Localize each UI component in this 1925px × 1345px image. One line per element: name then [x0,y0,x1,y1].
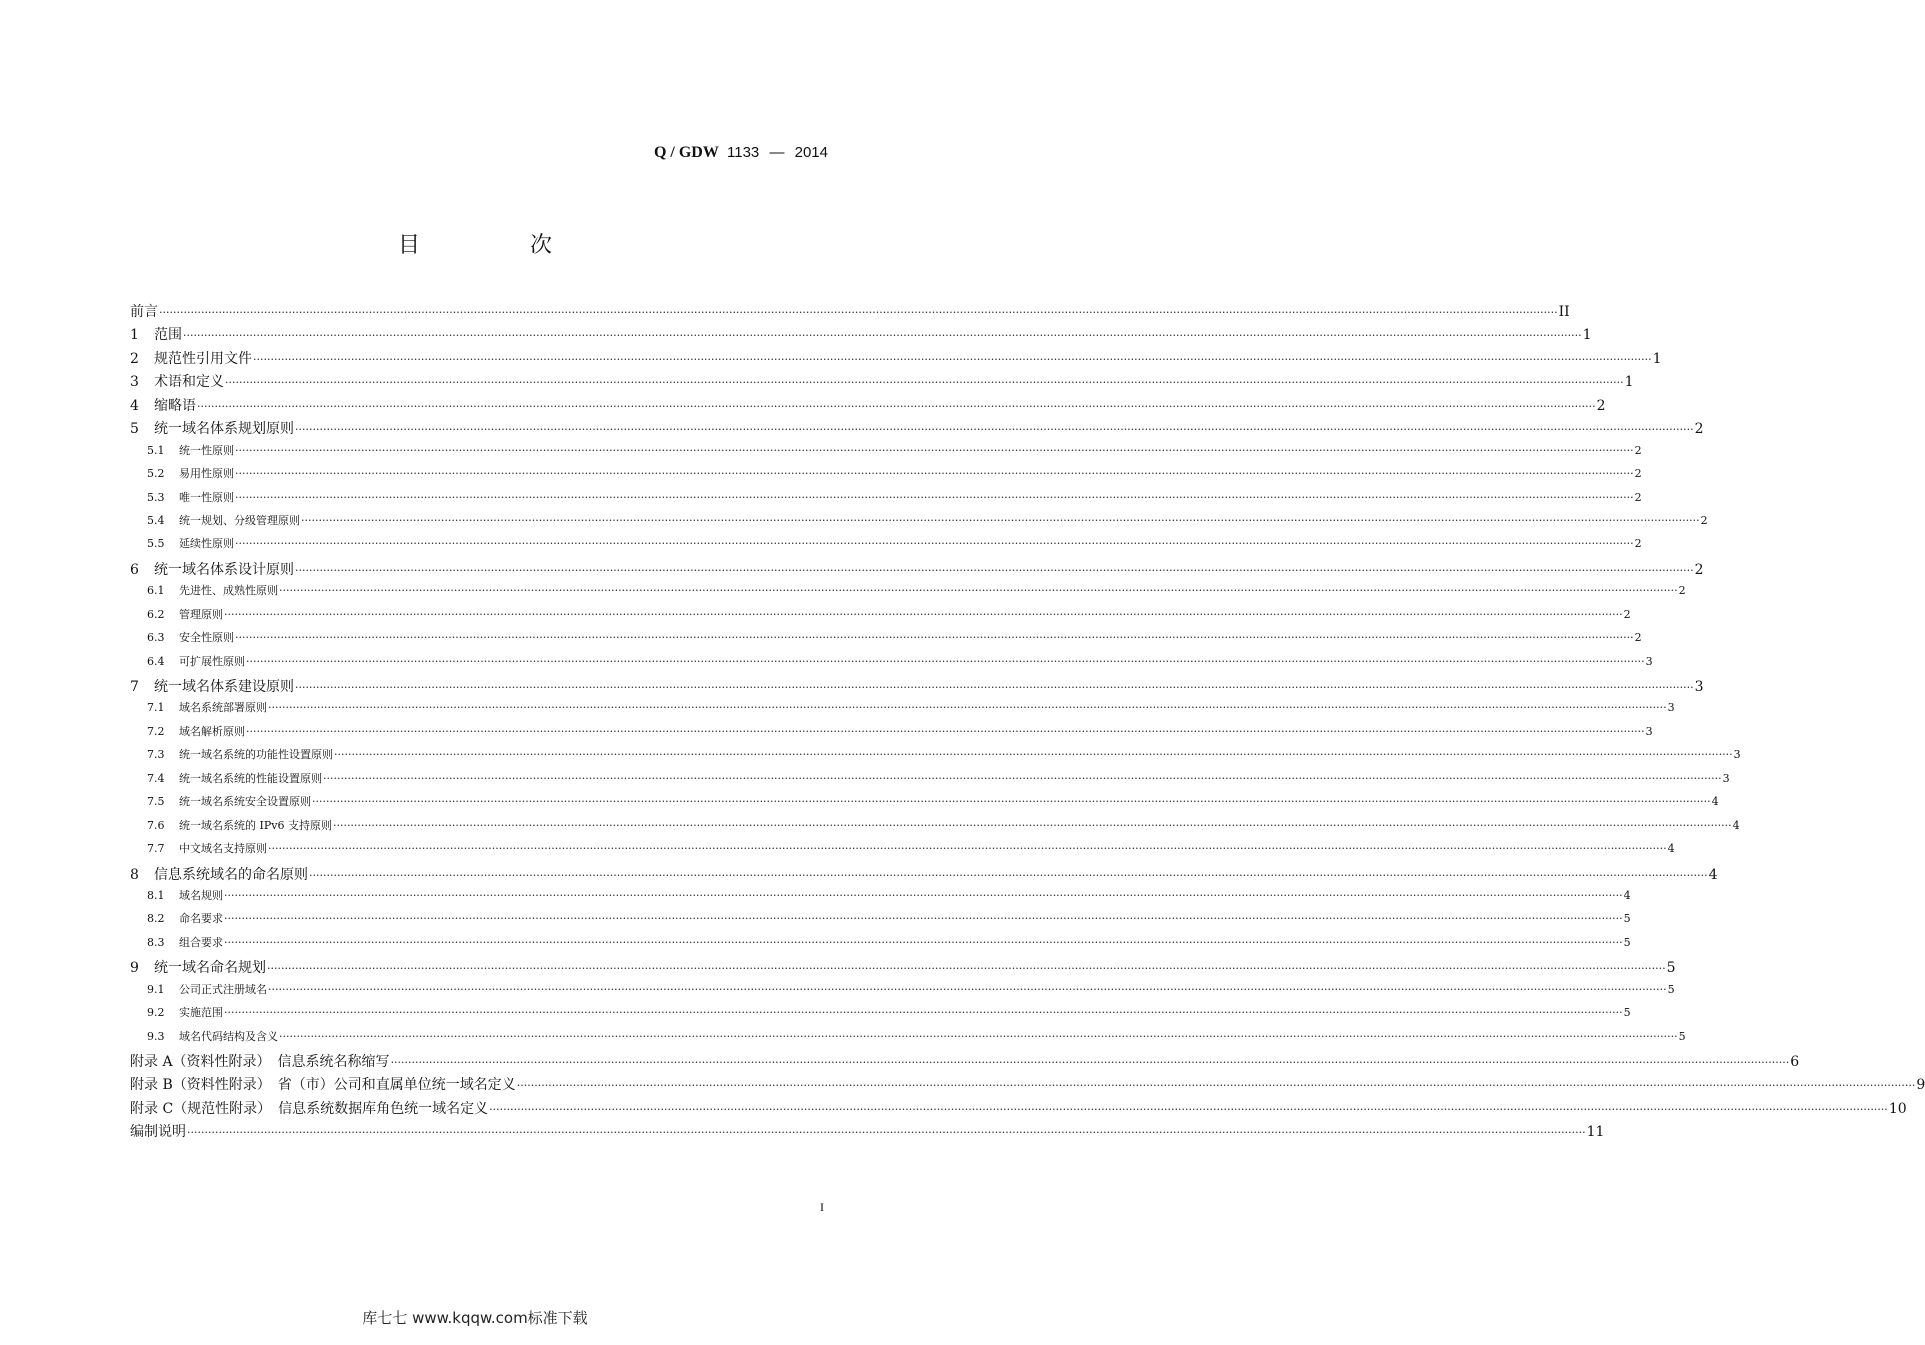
toc-entry[interactable] [130,1074,1925,1097]
toc-dot-leader: ················································································································································································································································································································································································································ [295,563,1694,577]
toc-entry[interactable] [130,793,1719,816]
toc-entry-page: 2 [1634,537,1642,551]
toc-dot-leader: ················································································································································································································································································································································································································ [225,376,1624,390]
toc-entry[interactable] [130,770,1730,793]
toc-entry[interactable] [130,324,1592,347]
toc-dot-leader: ················································································································································································································································································································································································································ [516,1079,1916,1093]
toc-entry-title [147,770,322,786]
toc-entry-label: 编制说明 [130,1124,186,1141]
toc-dot-leader: ················································································································································································································································································································································································································ [235,631,1634,645]
toc-entry-page: 4 [1711,795,1719,809]
footer-watermark: 库七七 www.kqqw.com标准下载 [362,1309,588,1327]
toc-entry-label: 术语和定义 [154,374,224,391]
toc-entry-number: 7.1 [147,701,165,715]
toc-entry-label: 统一域名系统的功能性设置原则 [179,748,333,762]
toc-dot-leader: ················································································································································································································································································································································································································ [235,467,1634,481]
toc-entry-title [147,653,245,669]
toc-entry-title [130,864,308,884]
toc-entry-page: 2 [1694,561,1704,578]
toc-dot-leader: ················································································································································································································································································································································································································ [224,1006,1623,1020]
toc-entry-number: 7.2 [147,724,165,738]
toc-entry-page: 4 [1708,866,1718,883]
toc-entry-page: 2 [1634,490,1642,504]
toc-dot-leader: ················································································································································································································································································································································································································ [224,912,1623,926]
toc-entry-title [130,395,196,415]
toc-entry-label: 域名规则 [179,888,223,902]
toc-dot-leader: ················································································································································································································································································································································································································ [224,935,1623,949]
toc-entry[interactable] [130,559,1704,582]
toc-dot-leader: ················································································································································································································································································································································································································ [267,962,1666,976]
toc-entry[interactable] [130,817,1740,840]
toc-entry-number: 8.3 [147,935,165,949]
toc-entry-label: 管理原则 [179,607,223,621]
toc-entry[interactable] [130,606,1631,629]
toc-dot-leader: ················································································································································································································································································································································································································ [312,795,1711,809]
toc-entry-page: 1 [1624,374,1634,391]
toc-dot-leader: ················································································································································································································································································································································································································ [489,1102,1888,1116]
toc-entry-number: 5.1 [147,443,165,457]
toc-entry-title [147,1028,278,1044]
toc-entry-label: 规范性引用文件 [154,350,252,367]
toc-entry[interactable] [130,301,1570,324]
toc-entry-page: 2 [1634,443,1642,457]
toc-dot-leader: ················································································································································································································································································································································································································ [301,513,1700,527]
toc-dot-leader: ················································································································································································································································································································································································································ [332,818,1732,832]
toc-entry[interactable] [130,629,1642,652]
toc-dot-leader: ················································································································································································································································································································································································································ [279,584,1678,598]
toc-entry-number: 6.2 [147,607,165,621]
toc-title: 目 次 [397,233,596,258]
toc-entry-label: 附录 A（资料性附录） 信息系统名称缩写 [130,1054,390,1070]
toc-entry[interactable] [130,582,1686,605]
toc-entry-label: 延续性原则 [179,537,234,551]
toc-entry-title [147,582,278,598]
toc-entry-title [130,371,224,391]
toc-entry-number: 5.2 [147,467,165,481]
toc-entry-title [147,465,234,481]
toc-entry-page: 2 [1700,513,1708,527]
toc-dot-leader: ················································································································································································································································································································································································································ [183,329,1582,343]
toc-entry-label: 附录 B（资料性附录） 省（市）公司和直属单位统一域名定义 [130,1077,516,1094]
toc-entry-title [130,676,294,696]
toc-dot-leader: ················································································································································································································································································································································································································ [309,868,1708,882]
toc-entry-title [147,934,223,950]
toc-entry-page: 5 [1678,1029,1686,1043]
toc-entry-number: 7.3 [147,748,165,762]
toc-entry[interactable] [130,418,1704,441]
toc-dot-leader: ················································································································································································································································································································································································································ [279,1029,1678,1043]
toc-entry[interactable] [130,676,1704,699]
toc-entry[interactable] [130,653,1653,676]
toc-entry-page: 9 [1916,1077,1925,1094]
toc-entry-number: 9 [130,960,139,977]
toc-entry-title [147,817,332,833]
toc-entry[interactable] [130,699,1675,722]
toc-entry[interactable] [130,746,1741,769]
toc-entry-title [130,1074,516,1094]
toc-entry-number: 9.3 [147,1029,165,1043]
toc-dot-leader: ················································································································································································································································································································································································································ [390,1056,1790,1069]
toc-entry-label: 统一域名系统的性能设置原则 [179,771,322,785]
toc-entry-label: 统一域名体系设计原则 [154,561,294,578]
toc-entry-number: 7 [130,679,139,695]
toc-entry[interactable] [130,957,1676,980]
page-number: I [820,1200,824,1214]
toc-entry-title [130,957,266,977]
toc-entry-label: 先进性、成熟性原则 [179,584,278,598]
toc-entry-label: 信息系统域名的命名原则 [154,866,308,883]
toc-entry[interactable] [130,535,1642,558]
toc-entry-page: 4 [1732,818,1740,832]
toc-entry-title [147,699,267,715]
toc-entry-page: 5 [1623,935,1631,949]
toc-entry-label: 域名代码结构及含义 [179,1029,278,1043]
toc-entry-page: 2 [1634,467,1642,481]
toc-dot-leader: ················································································································································································································································································································································································································ [224,888,1623,902]
toc-entry[interactable] [130,1051,1800,1074]
code-prefix: Q / GDW [653,144,719,161]
toc-entry-page: 1 [1652,350,1662,367]
document-code [654,144,828,162]
toc-entry[interactable] [130,981,1675,1004]
toc-entry[interactable] [130,395,1606,418]
toc-entry-label: 域名解析原则 [179,724,245,738]
toc-entry[interactable] [130,1004,1631,1027]
toc-entry-title [130,348,252,368]
toc-entry[interactable] [130,512,1708,535]
toc-entry-page: 2 [1678,584,1686,598]
toc-entry-label: 公司正式注册域名 [179,982,267,996]
toc-dot-leader: ················································································································································································································································································································································································································ [334,748,1733,762]
code-number: 1133 [727,144,760,161]
toc-entry-page: 6 [1790,1054,1800,1070]
toc-entry-title [147,512,300,528]
code-year: 2014 [794,144,828,161]
toc-entry-number: 4 [130,397,139,414]
toc-entry-page: 11 [1586,1124,1605,1141]
toc-entry-label: 易用性原则 [179,467,234,481]
toc-entry[interactable] [130,840,1675,863]
toc-entry-label: 唯一性原则 [179,490,234,504]
toc-entry[interactable] [130,465,1642,488]
toc-entry-number: 6.1 [147,584,165,598]
toc-entry-label: 缩略语 [154,397,196,414]
toc-entry-number: 5.4 [147,513,165,527]
toc-entry-page: 2 [1634,631,1642,645]
toc-entry-number: 7.6 [147,818,165,832]
toc-entry[interactable] [130,1028,1686,1051]
toc-entry-label: 统一域名系统安全设置原则 [179,795,311,809]
toc-entry-title [130,1051,390,1071]
toc-entry-number: 6 [130,561,139,578]
toc-entry-number: 8 [130,866,139,883]
toc-dot-leader: ················································································································································································································································································································································································································ [323,771,1722,785]
toc-entry-title [130,301,158,321]
toc-entry-title [147,910,223,926]
toc-entry-page: 4 [1667,842,1675,856]
toc-dot-leader: ················································································································································································································································································································································································································ [235,443,1634,457]
toc-entry-page: 2 [1596,397,1606,414]
toc-entry-page: 1 [1582,327,1592,344]
toc-entry-label: 中文域名支持原则 [179,842,267,856]
toc-entry-title [130,418,294,438]
toc-entry-page: 3 [1694,679,1704,695]
toc-entry-label: 实施范围 [179,1006,223,1020]
toc-entry-title [130,559,294,579]
toc-entry-label: 命名要求 [179,912,223,926]
toc-entry-number: 8.1 [147,888,165,902]
toc-entry-title [147,723,245,739]
toc-dot-leader: ················································································································································································································································································································································································································ [295,423,1694,437]
toc-entry-label: 统一域名体系建设原则 [154,679,294,695]
toc-entry-number: 7.7 [147,842,165,856]
toc-entry[interactable] [130,887,1631,910]
toc-dot-leader: ················································································································································································································································································································································································································ [197,399,1596,413]
toc-dot-leader: ················································································································································································································································································································································································································ [246,724,1645,738]
toc-entry-page: 3 [1645,654,1653,668]
toc-entry-page: 5 [1667,982,1675,996]
toc-entry-label: 范围 [154,327,182,344]
toc-entry-number: 5.5 [147,537,165,551]
toc-entry-number: 5.3 [147,490,165,504]
toc-entry-title [147,887,223,903]
toc-entry-title [147,442,234,458]
toc-entry-title [147,1004,223,1020]
toc-entry[interactable] [130,442,1642,465]
toc-entry-page: 4 [1623,888,1631,902]
toc-entry-number: 5 [130,421,139,438]
toc-entry-number: 8.2 [147,912,165,926]
toc-entry[interactable] [130,723,1653,746]
toc-entry-page: 3 [1733,748,1741,762]
toc-entry-number: 7.4 [147,771,165,785]
toc-entry[interactable] [130,1098,1907,1121]
toc-entry-page: 10 [1888,1100,1907,1117]
toc-entry-title [147,489,234,505]
toc-dot-leader: ················································································································································································································································································································································································································ [268,701,1667,715]
toc-dot-leader: ················································································································································································································································································································································································································ [268,982,1667,996]
toc-entry-title [147,629,234,645]
toc-dot-leader: ················································································································································································································································································································································································································ [235,537,1634,551]
toc-dot-leader: ················································································································································································································································································································································································································ [224,607,1623,621]
toc-entry-title [130,1098,488,1118]
toc-entry-label: 统一域名体系规划原则 [154,421,294,438]
toc-entry-page: 5 [1623,1006,1631,1020]
toc-entry-number: 9.2 [147,1006,165,1020]
toc-entry[interactable] [130,910,1631,933]
toc-entry-title [147,606,223,622]
toc-entry-label: 前言 [130,304,158,320]
toc-entry-title [147,793,311,809]
toc-entry-page: 3 [1667,701,1675,715]
toc-entry-label: 统一域名命名规划 [154,960,266,977]
toc-entry-page: 3 [1722,771,1730,785]
toc-entry-number: 2 [130,350,139,367]
toc-entry-number: 3 [130,374,139,391]
toc-entry-label: 附录 C（规范性附录） 信息系统数据库角色统一域名定义 [130,1100,489,1117]
toc-entry[interactable] [130,864,1718,887]
table-of-contents [130,301,1925,1145]
toc-dot-leader: ················································································································································································································································································································································································································ [187,1126,1586,1140]
toc-dot-leader: ················································································································································································································································································································································································································ [235,490,1634,504]
toc-entry-page: 3 [1645,724,1653,738]
toc-entry-title [147,981,267,997]
toc-entry-page: 2 [1694,421,1704,438]
toc-entry-number: 1 [130,327,139,344]
toc-entry-title [130,324,182,344]
toc-entry[interactable] [130,1121,1605,1144]
toc-entry-number: 6.3 [147,631,165,645]
toc-entry-page: 2 [1623,607,1631,621]
toc-entry[interactable] [130,348,1662,371]
toc-entry-label: 统一域名系统的 IPv6 支持原则 [179,818,332,832]
toc-dot-leader: ················································································································································································································································································································································································································ [268,842,1667,856]
toc-entry-title [147,840,267,856]
toc-entry-label: 安全性原则 [179,631,234,645]
toc-entry-label: 可扩展性原则 [179,654,245,668]
toc-entry-title [147,535,234,551]
toc-entry-number: 7.5 [147,795,165,809]
toc-entry-label: 统一性原则 [179,443,234,457]
toc-entry-title [147,746,333,762]
toc-entry-number: 9.1 [147,982,165,996]
toc-dot-leader: ················································································································································································································································································································································································································ [246,654,1645,668]
toc-entry[interactable] [130,371,1634,394]
toc-entry[interactable] [130,489,1642,512]
toc-entry-page: II [1558,304,1570,320]
toc-entry-page: 5 [1623,912,1631,926]
toc-dot-leader: ················································································································································································································································································································································································································ [159,306,1558,319]
toc-entry-title [130,1121,186,1141]
toc-entry-label: 统一规划、分级管理原则 [179,513,300,527]
toc-entry-label: 域名系统部署原则 [179,701,267,715]
toc-entry-number: 6.4 [147,654,165,668]
toc-entry-label: 组合要求 [179,935,223,949]
toc-dot-leader: ················································································································································································································································································································································································································ [295,681,1694,694]
toc-entry-page: 5 [1666,960,1676,977]
code-dash: — [769,144,785,161]
toc-dot-leader: ················································································································································································································································································································································································································ [253,352,1652,366]
toc-entry[interactable] [130,934,1631,957]
